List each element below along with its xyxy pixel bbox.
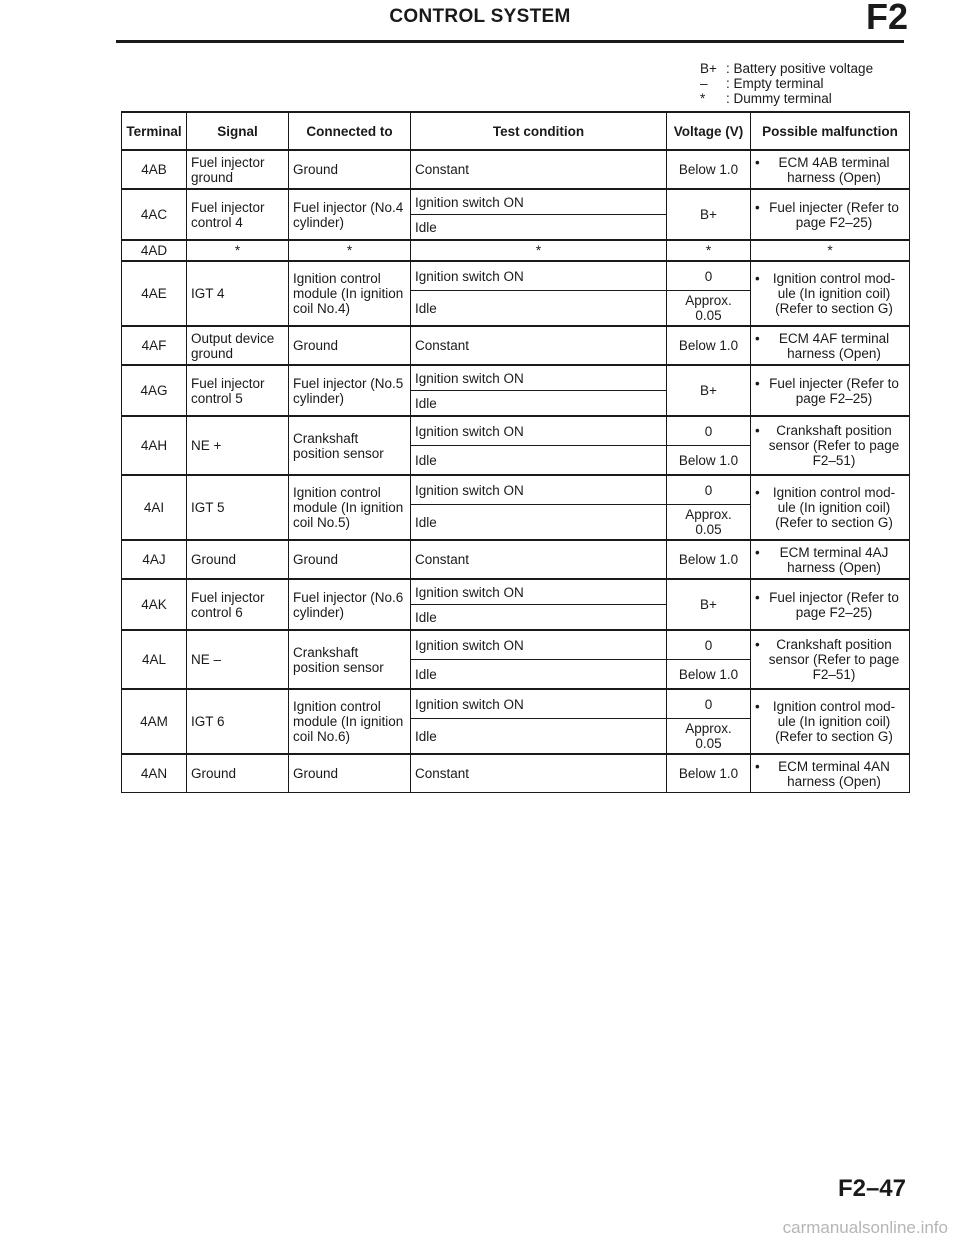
header-rule [116,40,904,43]
terminal-cell: 4AM [122,689,187,754]
voltage-cell: B+ [667,365,751,416]
condition-cell: Constant [411,754,667,793]
bullet-icon: • [755,271,760,286]
header-voltage: Voltage (V) [667,112,751,150]
terminal-cell: 4AI [122,475,187,540]
malfunction-text: ECM 4AF terminal harness (Open) [778,330,890,361]
connected-cell: Ground [289,540,411,579]
malfunction-text: Crankshaft position sensor (Refer to page F2–51) [768,423,900,468]
signal-cell: IGT 5 [187,475,289,540]
voltage-cell: 0 [667,416,751,446]
connected-cell: Fuel injector (No.4 cylinder) [289,189,411,240]
voltage-cell: Below 1.0 [667,540,751,579]
malfunction-cell [751,754,910,793]
condition-cell: Constant [411,326,667,365]
connected-cell: Ignition control module (In ignition coil No.6) [289,689,411,754]
terminal-cell: 4AE [122,261,187,326]
table-row [122,261,910,291]
condition-cell: Ignition switch ON [411,475,667,505]
page-title: CONTROL SYSTEM [389,6,571,27]
table-row [122,189,910,215]
malfunction-cell [751,540,910,579]
voltage-cell: B+ [667,579,751,630]
connected-cell: Ignition control module (In ignition coil No.5) [289,475,411,540]
connected-cell: Ground [289,754,411,793]
signal-cell: NE – [187,630,289,689]
condition-cell: Ignition switch ON [411,630,667,660]
signal-cell: IGT 6 [187,689,289,754]
terminal-cell: 4AJ [122,540,187,579]
voltage-cell: Below 1.0 [667,754,751,793]
connected-cell: Fuel injector (No.6 cylinder) [289,579,411,630]
terminal-cell: 4AL [122,630,187,689]
condition-cell: Ignition switch ON [411,416,667,446]
malfunction-text: Ignition control mod-ule (In ignition coil) (Refer to section G) [772,271,896,316]
malfunction-cell [751,416,910,475]
terminal-cell: 4AG [122,365,187,416]
signal-cell: Fuel injector control 5 [187,365,289,416]
voltage-cell: Approx. 0.05 [667,505,751,541]
voltage-cell: 0 [667,261,751,291]
voltage-cell: 0 [667,689,751,719]
connected-cell: Crankshaft position sensor [289,416,411,475]
table-row [122,150,910,189]
voltage-cell: 0 [667,475,751,505]
bullet-icon: • [755,589,760,605]
table-row [122,689,910,719]
legend-text: : Dummy terminal [726,91,832,106]
malfunction-cell [751,189,910,240]
voltage-cell: 0 [667,630,751,660]
bullet-icon: • [755,375,760,391]
table-row [122,416,910,446]
legend-text: : Empty terminal [726,76,824,91]
bullet-icon: • [755,423,760,438]
malfunction-text: Crankshaft position sensor (Refer to page F2–51) [768,637,900,682]
bullet-icon: • [755,544,760,560]
malfunction-cell [751,326,910,365]
legend-item-empty [700,76,873,91]
signal-cell: Fuel injector control 4 [187,189,289,240]
condition-cell: Ignition switch ON [411,579,667,605]
condition-cell: * [411,240,667,261]
table-row [122,240,910,261]
table-row [122,540,910,579]
terminal-cell: 4AH [122,416,187,475]
signal-cell: * [187,240,289,261]
malfunction-cell: * [751,240,910,261]
terminal-cell: 4AK [122,579,187,630]
legend-item-dummy [700,91,873,106]
section-code: F2 [865,0,908,37]
signal-cell: Fuel injector ground [187,150,289,189]
legend-item-battery [700,61,873,76]
header-possible-malfunction: Possible malfunction [751,112,910,150]
malfunction-text: Fuel injector (Refer to page F2–25) [769,589,899,620]
header-signal: Signal [187,112,289,150]
malfunction-cell [751,150,910,189]
bullet-icon: • [755,154,760,170]
malfunction-cell [751,630,910,689]
legend-symbol: B+ [700,61,717,76]
malfunction-text: Ignition control mod-ule (In ignition coil) (Refer to section G) [772,699,896,744]
connected-cell: Ground [289,150,411,189]
header-terminal: Terminal [122,112,187,150]
malfunction-cell [751,365,910,416]
signal-cell: Ground [187,540,289,579]
connected-cell: Fuel injector (No.5 cylinder) [289,365,411,416]
table-row [122,365,910,391]
condition-cell: Idle [411,605,667,631]
table-row [122,475,910,505]
malfunction-text: Ignition control mod-ule (In ignition coil) (Refer to section G) [772,485,896,530]
legend-text: : Battery positive voltage [726,61,874,76]
signal-cell: IGT 4 [187,261,289,326]
voltage-cell: B+ [667,189,751,240]
voltage-cell: * [667,240,751,261]
terminal-cell: 4AF [122,326,187,365]
malfunction-cell [751,689,910,754]
voltage-cell: Approx. 0.05 [667,291,751,327]
legend-symbol: * [700,91,706,106]
table-row [122,754,910,793]
signal-cell: Fuel injector control 6 [187,579,289,630]
page-number: F2–47 [837,1175,906,1202]
malfunction-text: ECM 4AB terminal harness (Open) [778,154,890,185]
condition-cell: Ignition switch ON [411,689,667,719]
condition-cell: Ignition switch ON [411,261,667,291]
malfunction-text: Fuel injecter (Refer to page F2–25) [769,199,899,230]
condition-cell: Idle [411,719,667,755]
condition-cell: Idle [411,215,667,241]
voltage-cell: Below 1.0 [667,326,751,365]
malfunction-text: Fuel injecter (Refer to page F2–25) [769,375,899,406]
condition-cell: Ignition switch ON [411,189,667,215]
bullet-icon: • [755,330,760,346]
bullet-icon: • [755,699,760,714]
bullet-icon: • [755,485,760,500]
malfunction-cell [751,261,910,326]
condition-cell: Idle [411,391,667,417]
terminal-cell: 4AD [122,240,187,261]
signal-cell: Output device ground [187,326,289,365]
condition-cell: Ignition switch ON [411,365,667,391]
legend-symbol: – [700,76,708,91]
header-connected-to: Connected to [289,112,411,150]
connected-cell: * [289,240,411,261]
bullet-icon: • [755,758,760,774]
voltage-cell: Approx. 0.05 [667,719,751,755]
condition-cell: Constant [411,150,667,189]
condition-cell: Idle [411,660,667,690]
connected-cell: Ground [289,326,411,365]
table-row [122,326,910,365]
terminal-cell: 4AB [122,150,187,189]
connected-cell: Ignition control module (In ignition coil No.4) [289,261,411,326]
watermark-text: carmanualsonline.info [782,1218,948,1237]
bullet-icon: • [755,199,760,215]
table-row [122,630,910,660]
voltage-cell: Below 1.0 [667,150,751,189]
header-test-condition: Test condition [411,112,667,150]
malfunction-cell [751,475,910,540]
terminal-spec-table [121,111,910,793]
table-row [122,579,910,605]
voltage-cell: Below 1.0 [667,660,751,690]
legend [700,61,873,106]
condition-cell: Idle [411,291,667,327]
connected-cell: Crankshaft position sensor [289,630,411,689]
condition-cell: Constant [411,540,667,579]
malfunction-cell [751,579,910,630]
bullet-icon: • [755,637,760,652]
signal-cell: NE + [187,416,289,475]
malfunction-text: ECM terminal 4AJ harness (Open) [779,544,889,575]
table-header-row [122,112,910,150]
terminal-cell: 4AC [122,189,187,240]
malfunction-text: ECM terminal 4AN harness (Open) [778,758,890,789]
terminal-cell: 4AN [122,754,187,793]
condition-cell: Idle [411,505,667,541]
signal-cell: Ground [187,754,289,793]
condition-cell: Idle [411,446,667,476]
voltage-cell: Below 1.0 [667,446,751,476]
